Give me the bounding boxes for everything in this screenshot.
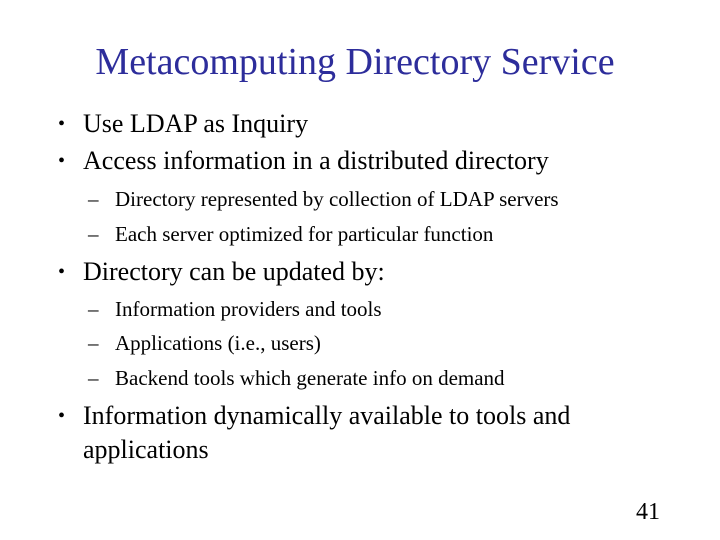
bullet-text-line1: Information dynamically available to tools and xyxy=(83,401,571,430)
sub-bullet-text: Each server optimized for particular function xyxy=(115,222,494,246)
bullet-text-line2: applications xyxy=(83,435,209,464)
sub-bullet-text: Backend tools which generate info on demand xyxy=(115,366,505,390)
bullet-text: Directory can be updated by: xyxy=(83,257,385,286)
sub-bullet-mark: – xyxy=(88,187,99,211)
sub-bullet-mark: – xyxy=(88,331,99,355)
sub-bullet-mark: – xyxy=(88,297,99,321)
bullet-mark: • xyxy=(58,150,66,172)
sub-bullet-mark: – xyxy=(88,366,99,390)
slide-title: Metacomputing Directory Service xyxy=(95,41,615,83)
bullet-text: Use LDAP as Inquiry xyxy=(83,109,309,138)
sub-bullet-text: Information providers and tools xyxy=(115,297,382,321)
bullet-mark: • xyxy=(58,113,66,135)
sub-bullet-mark: – xyxy=(88,222,99,246)
bullet-mark: • xyxy=(58,405,66,427)
bullet-mark: • xyxy=(58,261,66,283)
bullet-text: Access information in a distributed directory xyxy=(83,146,549,175)
sub-bullet-text: Applications (i.e., users) xyxy=(115,331,321,355)
page-number: 41 xyxy=(636,499,660,525)
sub-bullet-text: Directory represented by collection of LDAP servers xyxy=(115,187,559,211)
